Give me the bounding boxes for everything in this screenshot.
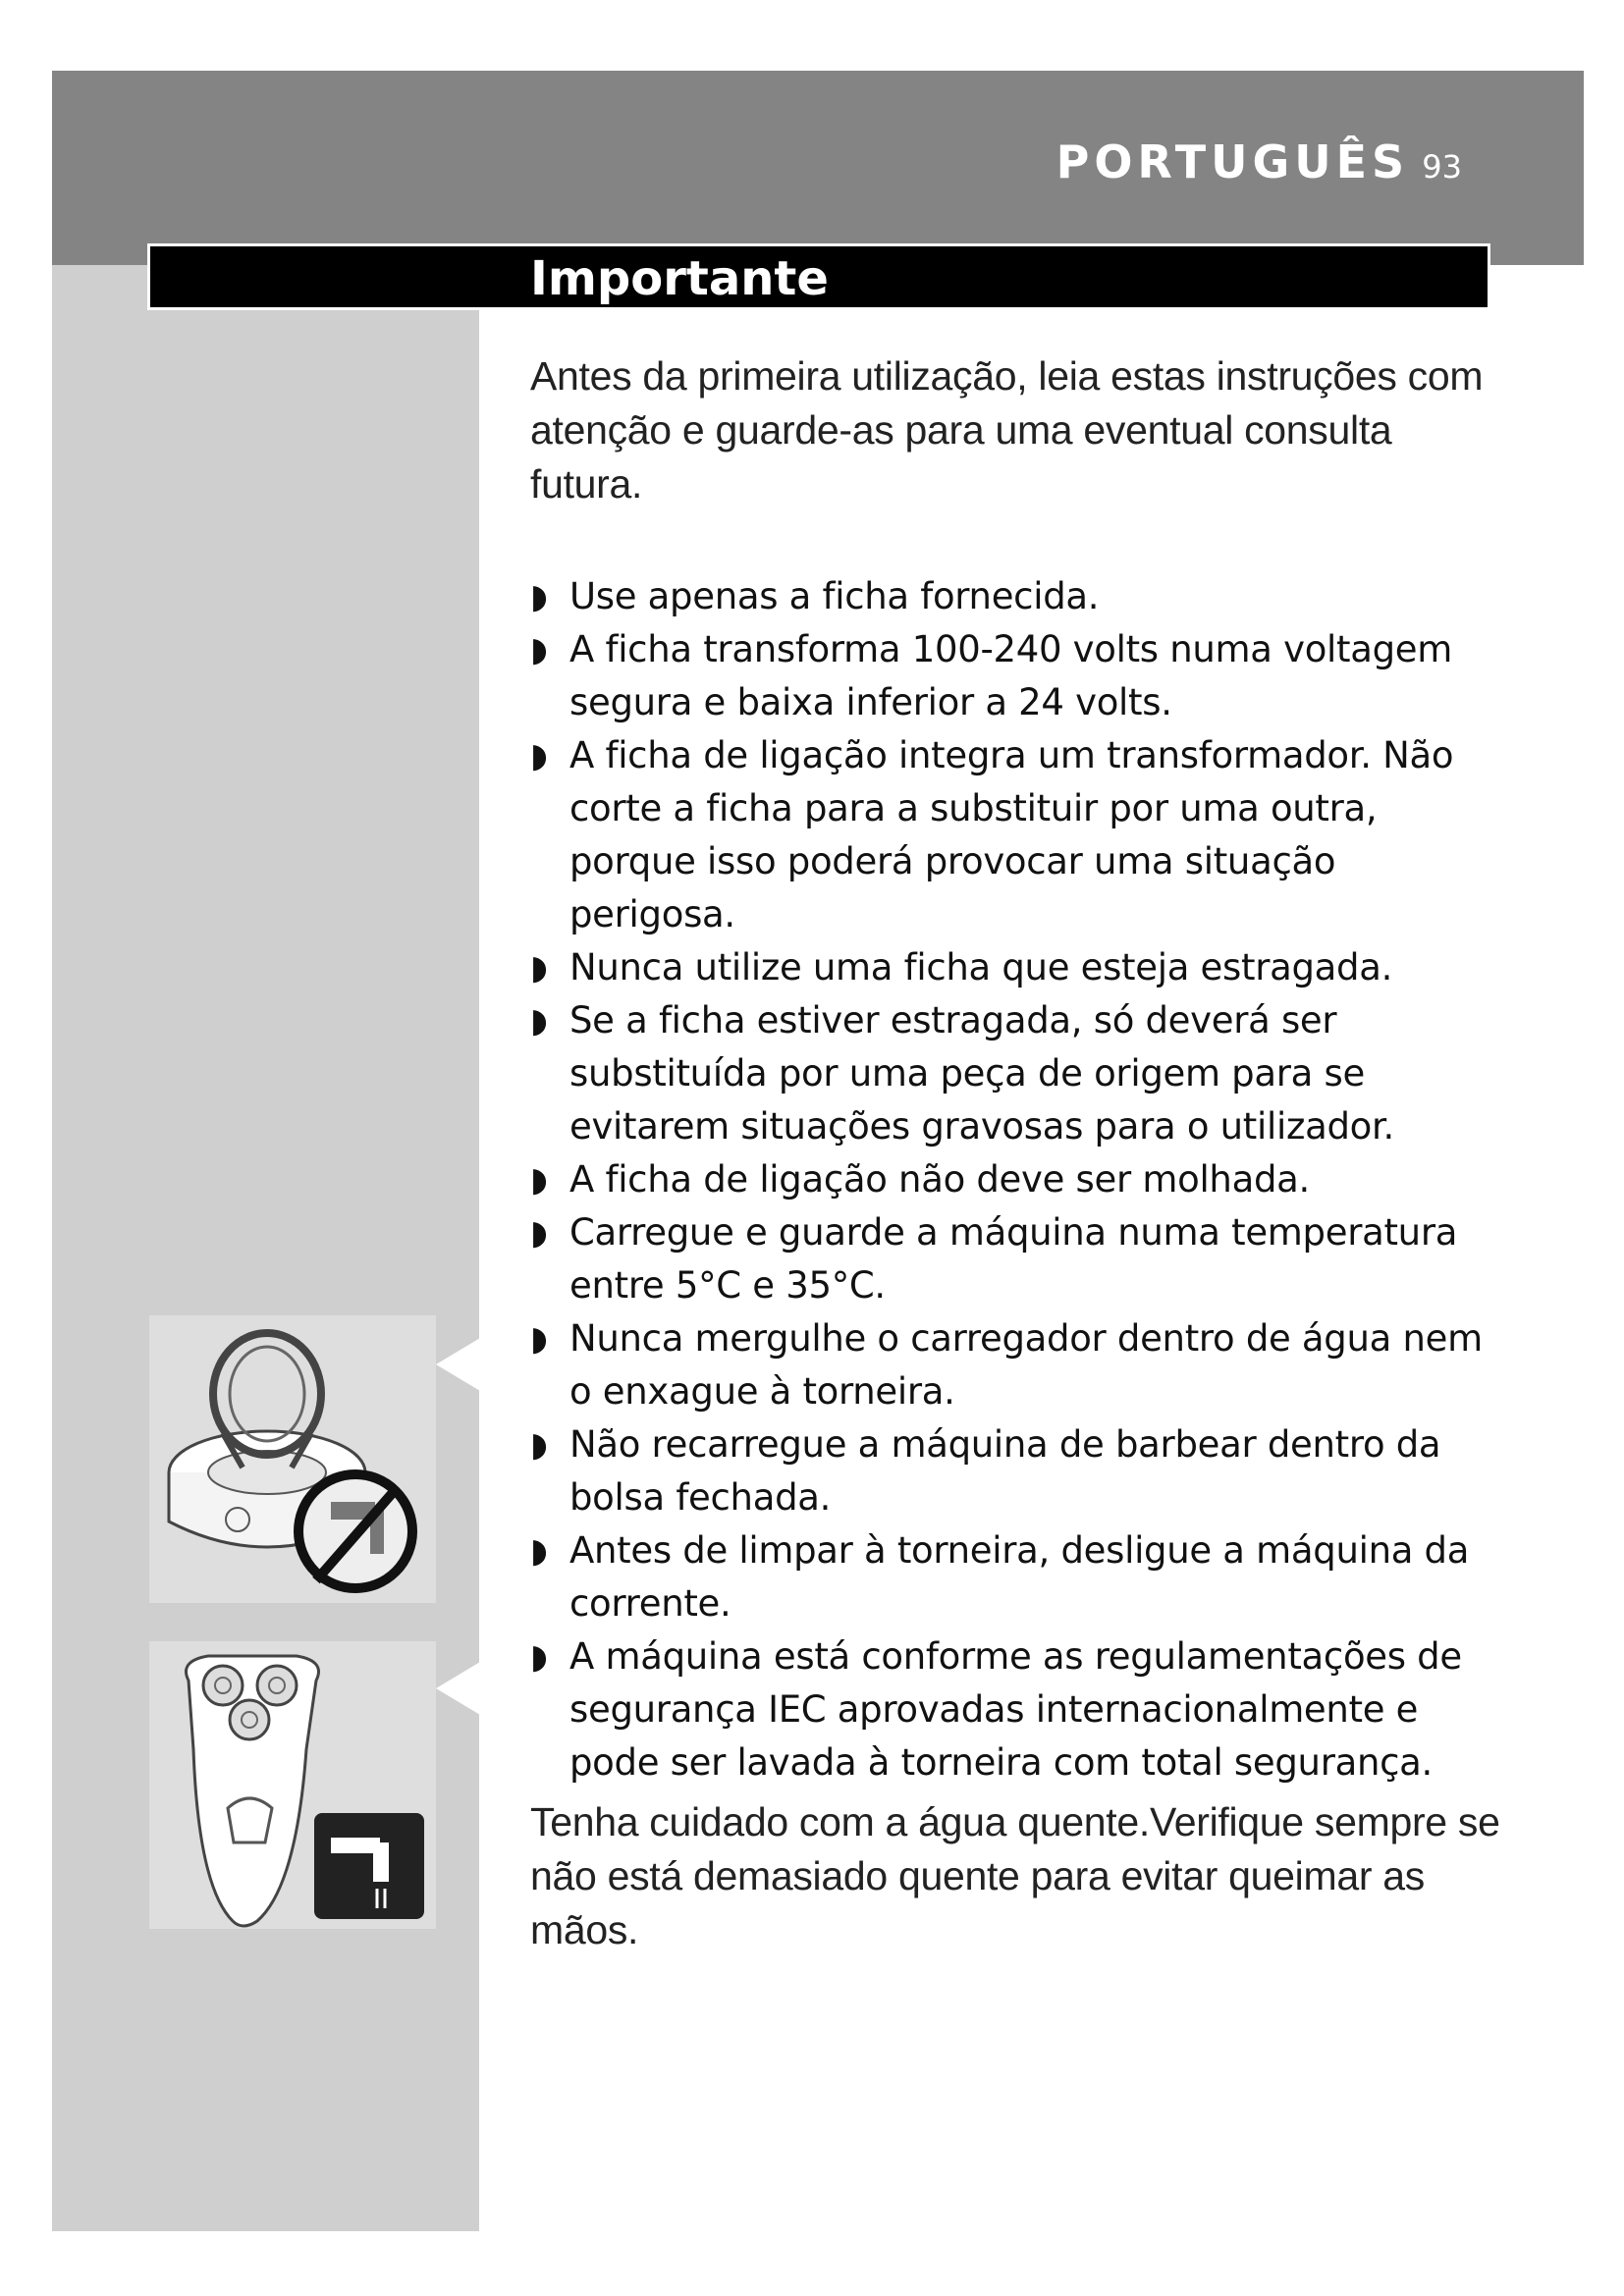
illustration-pointer [436, 1335, 485, 1394]
page-header [1056, 135, 1462, 188]
section-title: Importante [530, 251, 829, 306]
bullet-marker-icon: ◗ [530, 630, 548, 669]
section-title-bar [147, 243, 1490, 310]
language-label: PORTUGUÊS [1056, 135, 1410, 188]
list-item: ◗ Use apenas a ficha fornecida. [530, 570, 1512, 623]
instructions-content [530, 349, 1512, 1957]
charger-no-water-illustration [149, 1315, 436, 1603]
charger-no-water-icon [149, 1315, 436, 1603]
safety-bullet-list [530, 570, 1512, 1789]
bullet-marker-icon: ◗ [530, 1160, 548, 1200]
list-item: ◗ Antes de limpar à torneira, desligue a máquina da corrente. [530, 1524, 1512, 1630]
bullet-marker-icon: ◗ [530, 1319, 548, 1359]
bullet-marker-icon: ◗ [530, 1637, 548, 1677]
intro-paragraph: Antes da primeira utilização, leia estas instruções com atenção e guarde-as para uma eventual consulta futura. [530, 353, 1484, 507]
bullet-marker-icon: ◗ [530, 577, 548, 616]
outro-paragraph: Tenha cuidado com a água quente.Verifique sempre se não está demasiado quente para evitar queimar as mãos. [530, 1799, 1500, 1952]
bullet-marker-icon: ◗ [530, 1531, 548, 1571]
list-item: ◗ Não recarregue a máquina de barbear dentro da bolsa fechada. [530, 1418, 1512, 1524]
list-item: ◗ A máquina está conforme as regulamentações de segurança IEC aprovadas internacionalmente e pode ser lavada à torneira com total segurança. [530, 1630, 1512, 1789]
shaver-tap-illustration [149, 1641, 436, 1929]
list-item: ◗ Nunca mergulhe o carregador dentro de água nem o enxague à torneira. [530, 1312, 1512, 1418]
list-item: ◗ A ficha de ligação não deve ser molhada. [530, 1153, 1512, 1206]
list-item: ◗ A ficha de ligação integra um transformador. Não corte a ficha para a substituir por uma outra, porque isso poderá provocar uma situação perigosa. [530, 729, 1512, 941]
bullet-marker-icon: ◗ [530, 948, 548, 988]
illustration-pointer [436, 1659, 485, 1718]
bullet-marker-icon: ◗ [530, 1425, 548, 1465]
list-item: ◗ Carregue e guarde a máquina numa temperatura entre 5°C e 35°C. [530, 1206, 1512, 1312]
list-item: ◗ Se a ficha estiver estragada, só deverá ser substituída por uma peça de origem para se evitarem situações gravosas para o utilizador. [530, 994, 1512, 1153]
list-item: ◗ A ficha transforma 100-240 volts numa voltagem segura e baixa inferior a 24 volts. [530, 623, 1512, 729]
page-number: 93 [1422, 148, 1462, 186]
bullet-marker-icon: ◗ [530, 1213, 548, 1253]
shaver-washable-icon [149, 1641, 436, 1929]
bullet-marker-icon: ◗ [530, 736, 548, 775]
side-band [52, 265, 479, 2231]
list-item: ◗ Nunca utilize uma ficha que esteja estragada. [530, 941, 1512, 994]
bullet-marker-icon: ◗ [530, 1001, 548, 1041]
